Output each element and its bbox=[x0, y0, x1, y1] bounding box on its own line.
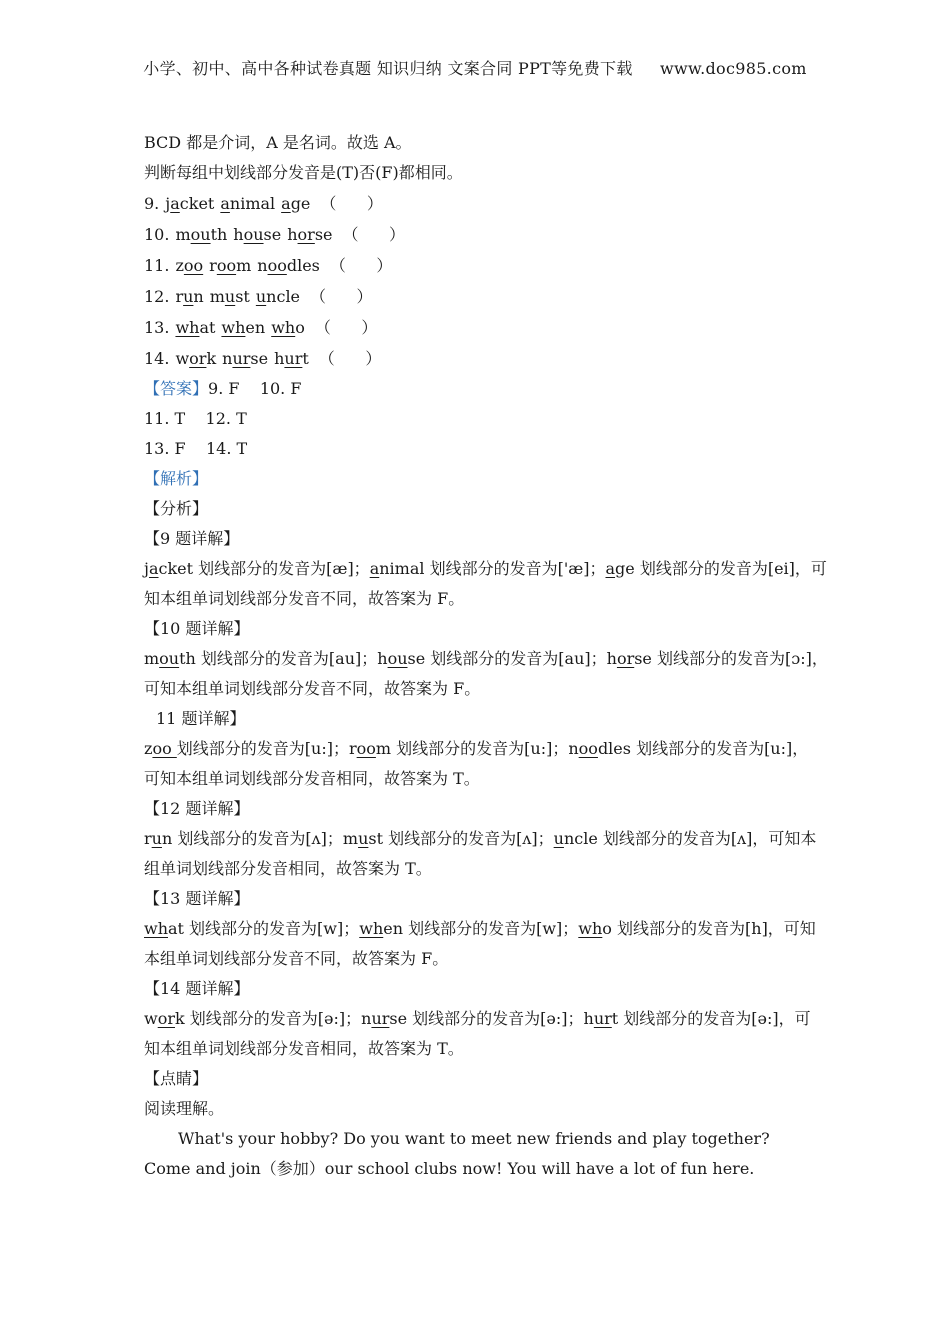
word-prefix: h bbox=[274, 349, 285, 368]
segment-underlined: wh bbox=[359, 919, 384, 938]
answer-blank: （ ） bbox=[342, 225, 406, 244]
detail-conclusion: 知本组单词划线部分发音相同，故答案为 T。 bbox=[144, 1039, 464, 1058]
question-word bbox=[175, 318, 215, 337]
answer-row-2: 11. T 12. T bbox=[144, 409, 247, 428]
segment-underlined: or bbox=[157, 1009, 175, 1028]
segment-underlined: a bbox=[369, 559, 380, 578]
question-word bbox=[165, 194, 214, 213]
word-prefix: h bbox=[287, 225, 298, 244]
word-suffix: k bbox=[206, 349, 217, 368]
question-line bbox=[144, 312, 808, 343]
question-word bbox=[175, 349, 216, 368]
segment-rest: ge 划线部分的发音为[ei]，可 bbox=[615, 559, 827, 578]
detail-conclusion: 可知本组单词划线部分发音不同，故答案为 F。 bbox=[144, 679, 481, 698]
question-word bbox=[210, 287, 250, 306]
segment-prefix: w bbox=[144, 1009, 158, 1028]
segment-rest: m 划线部分的发音为[u:]； bbox=[375, 739, 569, 758]
word-suffix: ncle bbox=[266, 287, 301, 306]
page-header bbox=[0, 56, 950, 79]
segment-prefix: z bbox=[144, 739, 153, 758]
segment-rest: k 划线部分的发音为[ə:]； bbox=[174, 1009, 362, 1028]
segment-prefix: h bbox=[606, 649, 617, 668]
word-prefix: z bbox=[175, 256, 184, 275]
question-list bbox=[144, 188, 808, 374]
segment-underlined: oo bbox=[578, 739, 598, 758]
question-word bbox=[222, 349, 268, 368]
segment-rest: 划线部分的发音为[u:]； bbox=[176, 739, 349, 758]
segment-underlined: oo bbox=[356, 739, 376, 758]
word-suffix: ge bbox=[290, 194, 311, 213]
question-line bbox=[144, 343, 808, 374]
word-suffix: o bbox=[295, 318, 305, 337]
segment-underlined: a bbox=[605, 559, 616, 578]
segment-rest: nimal 划线部分的发音为['æ]； bbox=[379, 559, 606, 578]
underlined-part: ur bbox=[232, 349, 251, 368]
answer-blank: （ ） bbox=[314, 318, 378, 337]
question-line bbox=[144, 281, 808, 312]
segment-rest: se 划线部分的发音为[ɔ:]， bbox=[634, 649, 828, 668]
question-word bbox=[256, 287, 300, 306]
segment-prefix: n bbox=[361, 1009, 372, 1028]
answer-blank: （ ） bbox=[329, 256, 393, 275]
underlined-part: wh bbox=[271, 318, 296, 337]
segment-underlined: wh bbox=[144, 919, 168, 938]
segment-rest: se 划线部分的发音为[au]； bbox=[407, 649, 607, 668]
detail-title: 【10 题详解】 bbox=[144, 619, 250, 638]
detail-line bbox=[144, 824, 817, 854]
reading-title: 阅读理解。 bbox=[144, 1099, 225, 1118]
question-word bbox=[281, 194, 310, 213]
answer-row-3: 13. F 14. T bbox=[144, 439, 248, 458]
question-word bbox=[257, 256, 320, 275]
question-word bbox=[209, 256, 251, 275]
segment-underlined: oo bbox=[152, 739, 177, 758]
word-suffix: dles bbox=[286, 256, 320, 275]
segment-underlined: ur bbox=[371, 1009, 390, 1028]
segment-rest: ncle 划线部分的发音为[ʌ]，可知本 bbox=[563, 829, 817, 848]
word-prefix: m bbox=[175, 225, 191, 244]
segment-prefix: h bbox=[377, 649, 388, 668]
word-suffix: st bbox=[235, 287, 250, 306]
segment-prefix: m bbox=[342, 829, 359, 848]
question-word bbox=[175, 225, 227, 244]
underlined-part: u bbox=[255, 287, 267, 306]
underlined-part: or bbox=[189, 349, 207, 368]
segment-underlined: or bbox=[616, 649, 635, 668]
segment-rest: cket 划线部分的发音为[æ]； bbox=[158, 559, 370, 578]
word-suffix: nimal bbox=[229, 194, 276, 213]
question-word bbox=[175, 287, 203, 306]
detail-line bbox=[144, 914, 816, 944]
question-word bbox=[233, 225, 281, 244]
question-number: 14. bbox=[144, 349, 170, 368]
underlined-part: wh bbox=[175, 318, 200, 337]
word-suffix: en bbox=[245, 318, 266, 337]
answer-blank: （ ） bbox=[318, 349, 382, 368]
segment-rest: th 划线部分的发音为[au]； bbox=[179, 649, 378, 668]
answer-label: 【答案】 bbox=[144, 379, 209, 398]
word-suffix: se bbox=[314, 225, 333, 244]
segment-rest: se 划线部分的发音为[ə:]； bbox=[389, 1009, 584, 1028]
document-body bbox=[144, 128, 828, 1184]
underlined-part: oo bbox=[183, 256, 204, 275]
underlined-part: oo bbox=[267, 256, 287, 275]
segment-underlined: u bbox=[358, 829, 369, 848]
detail-conclusion: 本组单词划线部分发音不同，故答案为 F。 bbox=[144, 949, 449, 968]
question-word bbox=[221, 318, 265, 337]
word-prefix: j bbox=[165, 194, 171, 213]
detail-conclusion: 可知本组单词划线部分发音相同，故答案为 T。 bbox=[144, 769, 480, 788]
underlined-part: u bbox=[183, 287, 194, 306]
segment-prefix: m bbox=[144, 649, 160, 668]
prev-note: BCD 都是介词，A 是名词。故选 A。 bbox=[144, 133, 412, 152]
detail-title: 【14 题详解】 bbox=[144, 979, 250, 998]
segment-prefix: n bbox=[568, 739, 579, 758]
question-line bbox=[144, 188, 808, 219]
segment-rest: o 划线部分的发音为[h]，可知 bbox=[602, 919, 816, 938]
question-number: 12. bbox=[144, 287, 170, 306]
word-prefix: w bbox=[175, 349, 190, 368]
detail-conclusion: 组单词划线部分发音相同，故答案为 T。 bbox=[144, 859, 432, 878]
question-word bbox=[274, 349, 309, 368]
segment-underlined: ur bbox=[593, 1009, 612, 1028]
word-prefix: r bbox=[209, 256, 217, 275]
answer-blank: （ ） bbox=[320, 194, 383, 213]
underlined-part: ou bbox=[190, 225, 211, 244]
segment-underlined: u bbox=[151, 829, 162, 848]
detail-list bbox=[144, 524, 828, 1064]
reading-paragraph: What's your hobby? Do you want to meet new friends and play together? Come and join（参加）our school clubs now! You will have a lot of fun here. bbox=[144, 1129, 770, 1178]
word-suffix: cket bbox=[179, 194, 215, 213]
underlined-part: wh bbox=[221, 318, 246, 337]
instruction: 判断每组中划线部分发音是(T)否(F)都相同。 bbox=[144, 163, 463, 182]
question-word bbox=[287, 225, 332, 244]
detail-line bbox=[144, 554, 827, 584]
question-word bbox=[220, 194, 275, 213]
segment-prefix: r bbox=[348, 739, 357, 758]
underlined-part: ur bbox=[284, 349, 303, 368]
underlined-part: a bbox=[220, 194, 230, 213]
detail-conclusion: 知本组单词划线部分发音不同，故答案为 F。 bbox=[144, 589, 465, 608]
word-suffix: at bbox=[199, 318, 216, 337]
segment-rest: n 划线部分的发音为[ʌ]； bbox=[161, 829, 343, 848]
underlined-part: ou bbox=[243, 225, 264, 244]
word-suffix: se bbox=[250, 349, 269, 368]
segment-prefix: r bbox=[144, 829, 152, 848]
answer-text-1: 9. F 10. F bbox=[208, 379, 302, 398]
word-prefix: h bbox=[233, 225, 244, 244]
detail-line bbox=[144, 1004, 811, 1034]
detail-line bbox=[144, 734, 808, 764]
underlined-part: a bbox=[281, 194, 291, 213]
analysis-label: 【解析】 bbox=[144, 469, 209, 488]
word-suffix: se bbox=[263, 225, 282, 244]
word-suffix: n bbox=[193, 287, 204, 306]
segment-underlined: ou bbox=[387, 649, 408, 668]
question-line bbox=[144, 250, 808, 281]
segment-rest: dles 划线部分的发音为[u:]， bbox=[597, 739, 809, 758]
segment-rest: st 划线部分的发音为[ʌ]； bbox=[368, 829, 554, 848]
question-word bbox=[175, 256, 203, 275]
header-text: 小学、初中、高中各种试卷真题 知识归纳 文案合同 PPT等免费下载 bbox=[143, 59, 633, 78]
segment-underlined: a bbox=[148, 559, 159, 578]
underlined-part: oo bbox=[216, 256, 237, 275]
underlined-part: or bbox=[297, 225, 315, 244]
segment-underlined: u bbox=[553, 829, 564, 848]
word-prefix: n bbox=[222, 349, 233, 368]
word-prefix: m bbox=[209, 287, 225, 306]
segment-prefix: h bbox=[583, 1009, 594, 1028]
detail-title: 11 题详解】 bbox=[156, 709, 246, 728]
segment-rest: t 划线部分的发音为[ə:]，可 bbox=[611, 1009, 811, 1028]
segment-rest: en 划线部分的发音为[w]； bbox=[383, 919, 579, 938]
underlined-part: u bbox=[224, 287, 236, 306]
question-number: 11. bbox=[144, 256, 170, 275]
question-line bbox=[144, 219, 808, 250]
question-number: 9. bbox=[144, 194, 160, 213]
word-prefix: n bbox=[257, 256, 268, 275]
segment-prefix: j bbox=[144, 559, 149, 578]
answer-blank: （ ） bbox=[310, 287, 373, 306]
word-suffix: m bbox=[236, 256, 252, 275]
question-number: 13. bbox=[144, 318, 170, 337]
word-prefix: r bbox=[175, 287, 184, 306]
word-suffix: t bbox=[302, 349, 309, 368]
segment-underlined: ou bbox=[159, 649, 180, 668]
question-word bbox=[271, 318, 305, 337]
header-url[interactable]: www.doc985.com bbox=[660, 59, 807, 78]
detail-title: 【9 题详解】 bbox=[144, 529, 240, 548]
word-suffix: th bbox=[210, 225, 228, 244]
dianjing-label: 【点睛】 bbox=[144, 1069, 209, 1088]
segment-underlined: wh bbox=[578, 919, 603, 938]
underlined-part: a bbox=[170, 194, 180, 213]
question-number: 10. bbox=[144, 225, 170, 244]
detail-title: 【13 题详解】 bbox=[144, 889, 250, 908]
segment-rest: at 划线部分的发音为[w]； bbox=[168, 919, 360, 938]
detail-title: 【12 题详解】 bbox=[144, 799, 250, 818]
detail-line bbox=[144, 644, 828, 674]
fenxi-label: 【分析】 bbox=[144, 499, 209, 518]
answer-row-1 bbox=[144, 374, 808, 404]
